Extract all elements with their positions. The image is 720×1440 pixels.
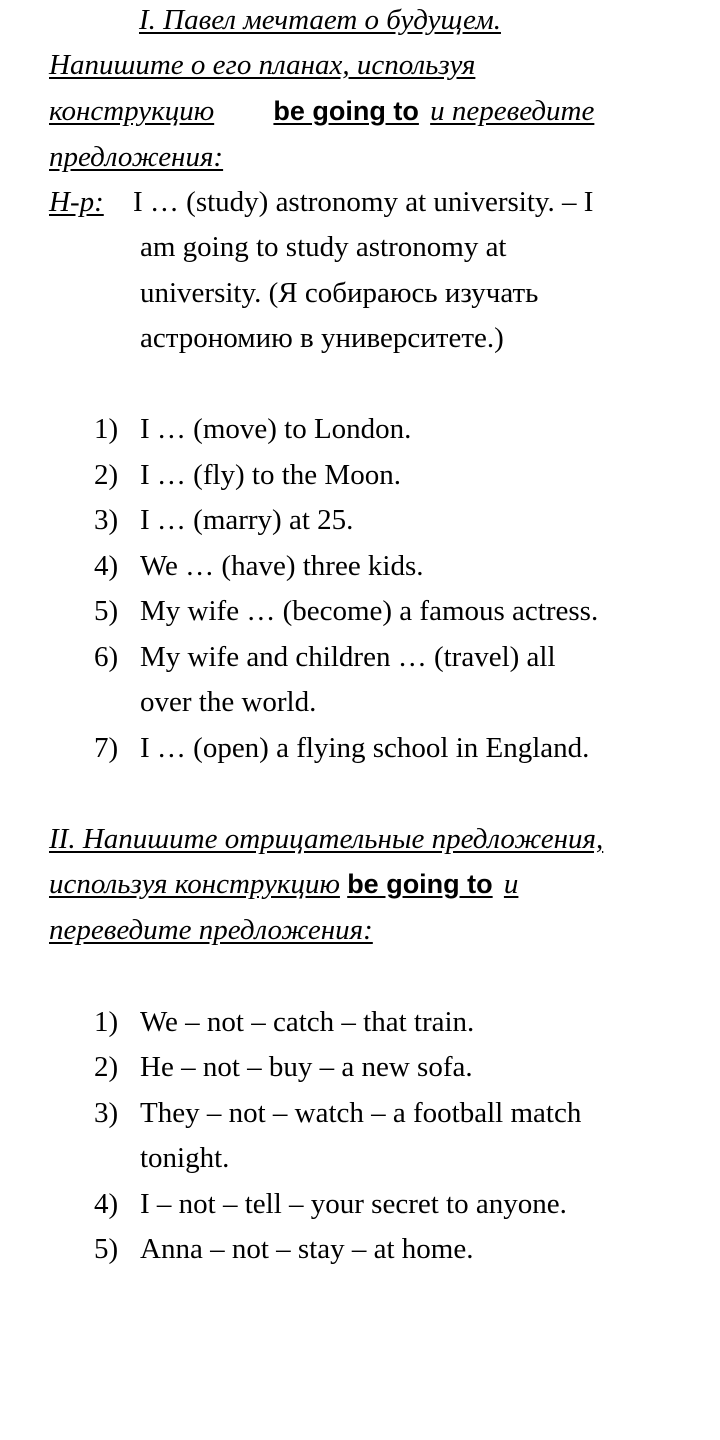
section1-heading-line4: предложения: — [49, 141, 224, 173]
list-item: I … (move) to London. — [140, 413, 412, 445]
list-item-number: 1) — [94, 413, 119, 445]
list-item: I – not – tell – your secret to anyone. — [140, 1188, 567, 1220]
list-item: My wife … (become) a famous actress. — [140, 595, 599, 627]
list-item: We – not – catch – that train. — [140, 1006, 475, 1038]
section1-heading-translate: и переведите — [430, 95, 595, 127]
list-item-continuation: tonight. — [140, 1142, 230, 1174]
list-item: Anna – not – stay – at home. — [140, 1233, 474, 1265]
example-line4: астрономию в университете.) — [140, 322, 504, 354]
section2-heading-and: и — [503, 868, 519, 900]
list-item-number: 6) — [94, 641, 119, 673]
section1-heading-line1: I. Павел мечтает о будущем. — [139, 4, 501, 36]
list-item-number: 4) — [94, 550, 119, 582]
section1-heading-line2: Напишите о его планах, используя — [49, 49, 476, 81]
list-item: We … (have) three kids. — [140, 550, 424, 582]
example-line2: am going to study astronomy at — [140, 231, 507, 263]
example-line3: university. (Я собираюсь изучать — [140, 277, 539, 309]
list-item-number: 3) — [94, 504, 119, 536]
list-item-number: 2) — [94, 459, 119, 491]
list-item-number: 4) — [94, 1188, 119, 1220]
list-item: I … (marry) at 25. — [140, 504, 354, 536]
list-item-number: 7) — [94, 732, 119, 764]
list-item-number: 5) — [94, 595, 119, 627]
example-label: Н-р: — [49, 186, 104, 218]
list-item-number: 2) — [94, 1051, 119, 1083]
list-item: I … (fly) to the Moon. — [140, 459, 401, 491]
list-item-number: 3) — [94, 1097, 119, 1129]
section2-heading-line1: II. Напишите отрицательные предложения, — [49, 823, 604, 855]
list-item: I … (open) a flying school in England. — [140, 732, 590, 764]
section2-heading-be-going-to: be going to — [347, 869, 493, 899]
section2-heading-line3: переведите предложения: — [49, 914, 373, 946]
example-line1: I … (study) astronomy at university. – I — [133, 186, 594, 218]
section1-heading-line3 — [49, 97, 594, 126]
section1-heading-be-going-to: be going to — [273, 96, 419, 126]
list-item: My wife and children … (travel) all — [140, 641, 556, 673]
list-item-continuation: over the world. — [140, 686, 317, 718]
section1-heading-construction-word: конструкцию — [49, 95, 215, 127]
list-item: He – not – buy – a new sofa. — [140, 1051, 473, 1083]
list-item: They – not – watch – a football match — [140, 1097, 582, 1129]
section2-heading-line2 — [49, 870, 518, 899]
section2-heading-using-construction: используя конструкцию — [49, 868, 340, 900]
list-item-number: 5) — [94, 1233, 119, 1265]
list-item-number: 1) — [94, 1006, 119, 1038]
